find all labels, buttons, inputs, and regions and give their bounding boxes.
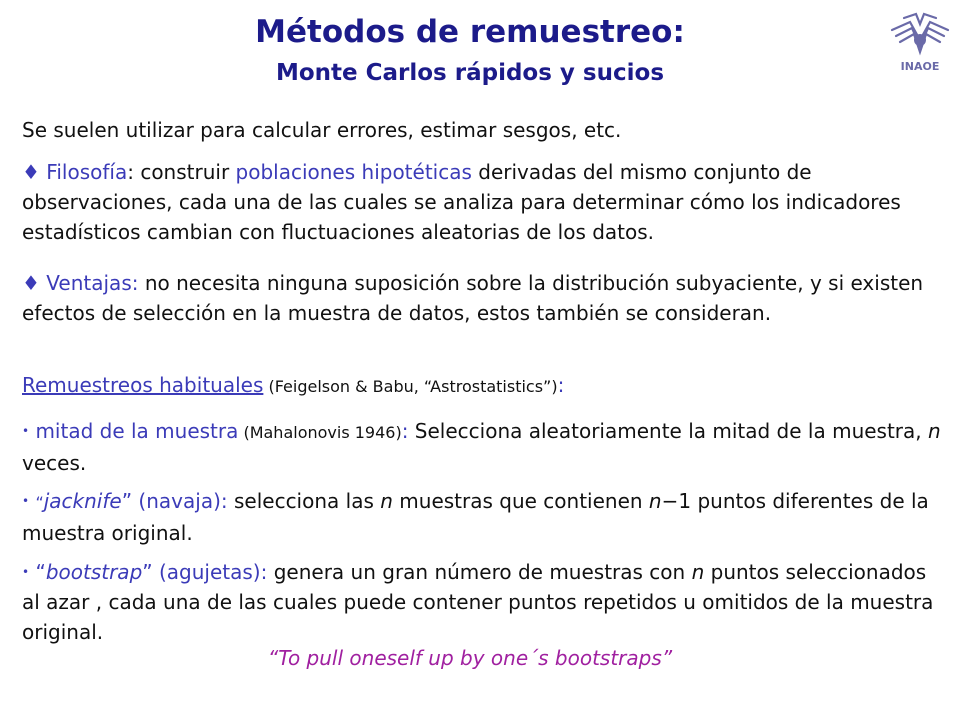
slide-subtitle: Monte Carlos rápidos y sucios: [275, 60, 665, 86]
mitad-text-1: Selecciona aleatoriamente la mitad de la muestra,: [408, 419, 929, 443]
filosofia-text-1: construir: [133, 160, 236, 184]
habituales-reference: (Feigelson & Babu, “Astrostatistics”): [263, 377, 558, 396]
jacknife-text-3: −1 puntos diferentes de la muestra original.: [22, 489, 929, 545]
mitad-label: mitad de la muestra: [35, 419, 239, 443]
jacknife-text-1: selecciona las: [227, 489, 381, 513]
bootstrap-n: n: [691, 560, 705, 584]
mitad-reference: (Mahalonovis 1946): [238, 423, 402, 442]
bootstrap-open-quote: “: [35, 560, 46, 584]
mitad-colon: :: [401, 419, 409, 443]
slide-title: Métodos de remuestreo:: [255, 14, 685, 50]
dot-bullet-icon: •: [22, 565, 30, 579]
ventajas-paragraph: [22, 268, 942, 328]
bootstrap-quote: “To pull oneself up by one´s bootstraps”: [267, 646, 673, 670]
mitad-item: [22, 416, 942, 478]
jacknife-n2: n: [648, 489, 662, 513]
bootstrap-name: bootstrap: [45, 560, 143, 584]
jacknife-n1: n: [380, 489, 393, 513]
ventajas-label: Ventajas:: [46, 271, 139, 295]
filosofia-label: Filosofía: [46, 160, 128, 184]
habituales-label: Remuestreos habituales: [22, 373, 264, 397]
jacknife-close-quote: ”: [121, 489, 133, 513]
diamond-bullet-icon: ♦: [22, 160, 40, 184]
logo-text: INAOE: [900, 60, 940, 73]
intro-paragraph: Se suelen utilizar para calcular errores, estimar sesgos, etc.: [22, 118, 622, 142]
filosofia-paragraph: [22, 157, 942, 247]
bootstrap-close-quote: ”: [142, 560, 153, 584]
dot-bullet-icon: •: [22, 424, 30, 438]
mitad-text-2: veces.: [22, 451, 87, 475]
bootstrap-text-1: genera un gran número de muestras con: [267, 560, 692, 584]
jacknife-open-quote: “: [35, 493, 44, 512]
filosofia-colon: :: [127, 160, 134, 184]
jacknife-name: jacknife: [43, 489, 122, 513]
diamond-bullet-icon: ♦: [22, 271, 40, 295]
mitad-n: n: [928, 419, 941, 443]
habituales-heading: [22, 370, 942, 402]
bootstrap-item: [22, 557, 942, 647]
filosofia-highlight: poblaciones hipotéticas: [235, 160, 472, 184]
jacknife-item: [22, 486, 942, 548]
ventajas-text: no necesita ninguna suposición sobre la distribución subyaciente, y si existen efectos de selección en la muestra de datos, estos también se consideran.: [22, 271, 924, 325]
jacknife-translation: (navaja):: [132, 489, 228, 513]
jacknife-text-2: muestras que contienen: [392, 489, 649, 513]
filosofia-text-2: derivadas del mismo conjunto de observaciones, cada una de las cuales se analiza para determinar cómo los indicadores estadísticos cambian con fluctuaciones aleatorias de los datos.: [22, 160, 901, 244]
habituales-colon: :: [557, 373, 565, 397]
dot-bullet-icon: •: [22, 494, 30, 508]
bootstrap-text-2: puntos seleccionados al azar , cada una de las cuales puede contener puntos repetidos u omitidos de la muestra original.: [22, 560, 934, 644]
bootstrap-translation: (agujetas):: [152, 560, 268, 584]
inaoe-logo-icon: [888, 10, 952, 76]
